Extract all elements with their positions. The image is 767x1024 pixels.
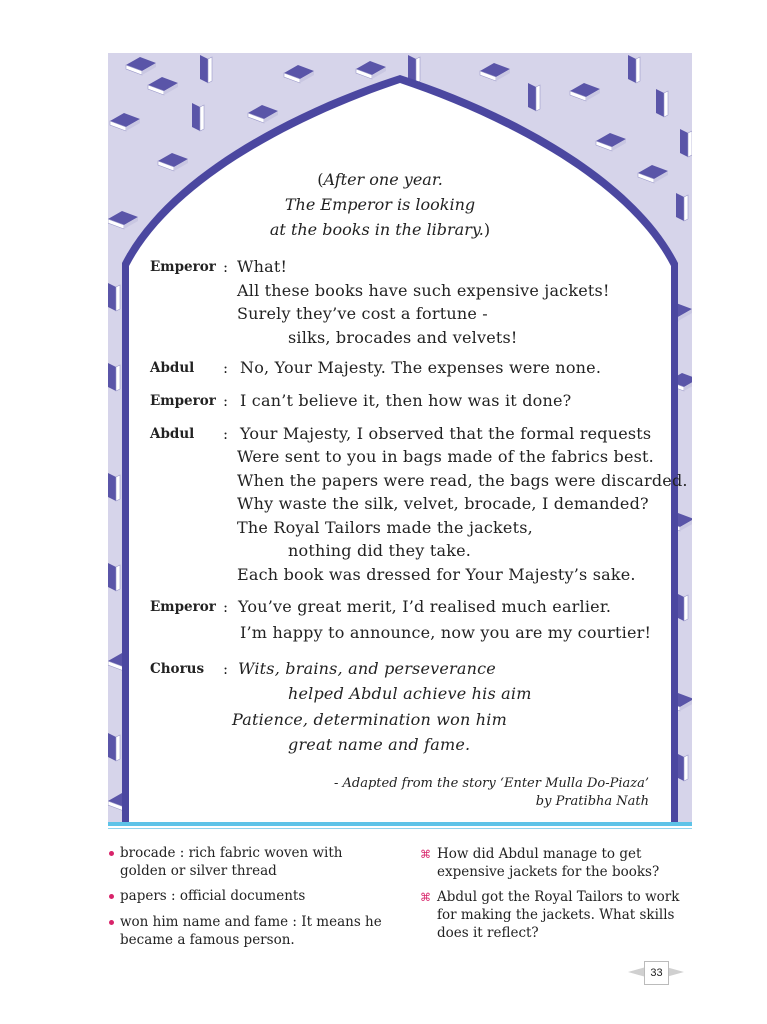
glossary-item bbox=[120, 844, 343, 880]
dialogue-line: Your Majesty, I observed that the formal requests bbox=[240, 424, 652, 443]
dialogue-line: Were sent to you in bags made of the fabrics best. bbox=[237, 447, 654, 466]
dialogue-line: What! bbox=[237, 257, 288, 276]
stage-direction-line: The Emperor is looking bbox=[284, 195, 476, 214]
glossary-line: brocade : rich fabric woven with bbox=[120, 845, 343, 861]
speaker-name: Chorus bbox=[150, 661, 205, 677]
dialogue-line: Why waste the silk, velvet, brocade, I demanded? bbox=[237, 494, 649, 513]
stage-direction-text: at the books in the library. bbox=[269, 220, 484, 239]
sparkle-icon: ⌘ bbox=[420, 848, 431, 861]
bullet-icon bbox=[109, 894, 114, 899]
open-paren: ( bbox=[317, 170, 324, 189]
bullet-icon bbox=[109, 851, 114, 856]
close-paren: ) bbox=[483, 220, 491, 239]
glossary-line: became a famous person. bbox=[120, 932, 295, 948]
stage-direction-line bbox=[230, 217, 530, 242]
speaker-colon: : bbox=[223, 425, 229, 443]
dialogue-line: Each book was dressed for Your Majesty’s sake. bbox=[237, 565, 636, 584]
sparkle-icon: ⌘ bbox=[420, 891, 431, 904]
question-line: Abdul got the Royal Tailors to work bbox=[437, 889, 680, 905]
question-line: How did Abdul manage to get bbox=[437, 846, 642, 862]
glossary-item bbox=[120, 887, 305, 905]
glossary-item bbox=[120, 913, 382, 949]
glossary-line: golden or silver thread bbox=[120, 863, 277, 879]
source-author: by Pratibha Nath bbox=[535, 794, 649, 809]
speaker-colon: : bbox=[223, 258, 229, 276]
speaker-name: Emperor bbox=[150, 393, 216, 409]
dialogue-line: The Royal Tailors made the jackets, bbox=[237, 518, 533, 537]
speaker-name: Emperor bbox=[150, 599, 216, 615]
stage-direction-text: After one year. bbox=[323, 170, 443, 189]
dialogue-line: nothing did they take. bbox=[288, 541, 472, 560]
question-line: for making the jackets. What skills bbox=[437, 907, 675, 923]
dialogue-line: All these books have such expensive jackets! bbox=[237, 281, 610, 300]
source-credit: - Adapted from the story ‘Enter Mulla Do-Piaza’ bbox=[334, 776, 649, 791]
question-item bbox=[437, 845, 659, 881]
dialogue-line: No, Your Majesty. The expenses were none. bbox=[240, 358, 602, 377]
chorus-line: Patience, determination won him bbox=[232, 710, 507, 729]
speaker-colon: : bbox=[223, 359, 229, 377]
speaker-colon: : bbox=[223, 598, 229, 616]
bullet-icon bbox=[109, 920, 114, 925]
stage-direction-line bbox=[230, 167, 530, 192]
dialogue-line: I can’t believe it, then how was it done? bbox=[240, 391, 572, 410]
dialogue-line: When the papers were read, the bags were discarded. bbox=[237, 471, 688, 490]
dialogue-line: You’ve great merit, I’d realised much earlier. bbox=[238, 597, 612, 616]
speaker-name: Abdul bbox=[150, 360, 195, 376]
dialogue-line: silks, brocades and velvets! bbox=[288, 328, 518, 347]
dialogue-line: I’m happy to announce, now you are my courtier! bbox=[240, 623, 652, 642]
speaker-name: Emperor bbox=[150, 259, 216, 275]
chorus-line: Wits, brains, and perseverance bbox=[238, 659, 496, 678]
question-line: expensive jackets for the books? bbox=[437, 864, 660, 880]
dialogue-line: Surely they’ve cost a fortune - bbox=[237, 304, 488, 323]
glossary-line: won him name and fame : It means he bbox=[120, 914, 382, 930]
question-line: does it reflect? bbox=[437, 925, 539, 941]
chorus-line: great name and fame. bbox=[288, 735, 471, 754]
speaker-colon: : bbox=[223, 660, 229, 678]
question-item bbox=[437, 888, 679, 942]
speaker-name: Abdul bbox=[150, 426, 195, 442]
speaker-colon: : bbox=[223, 392, 229, 410]
page-number: 33 bbox=[644, 961, 669, 985]
chorus-line: helped Abdul achieve his aim bbox=[288, 684, 532, 703]
glossary-line: papers : official documents bbox=[120, 888, 306, 904]
